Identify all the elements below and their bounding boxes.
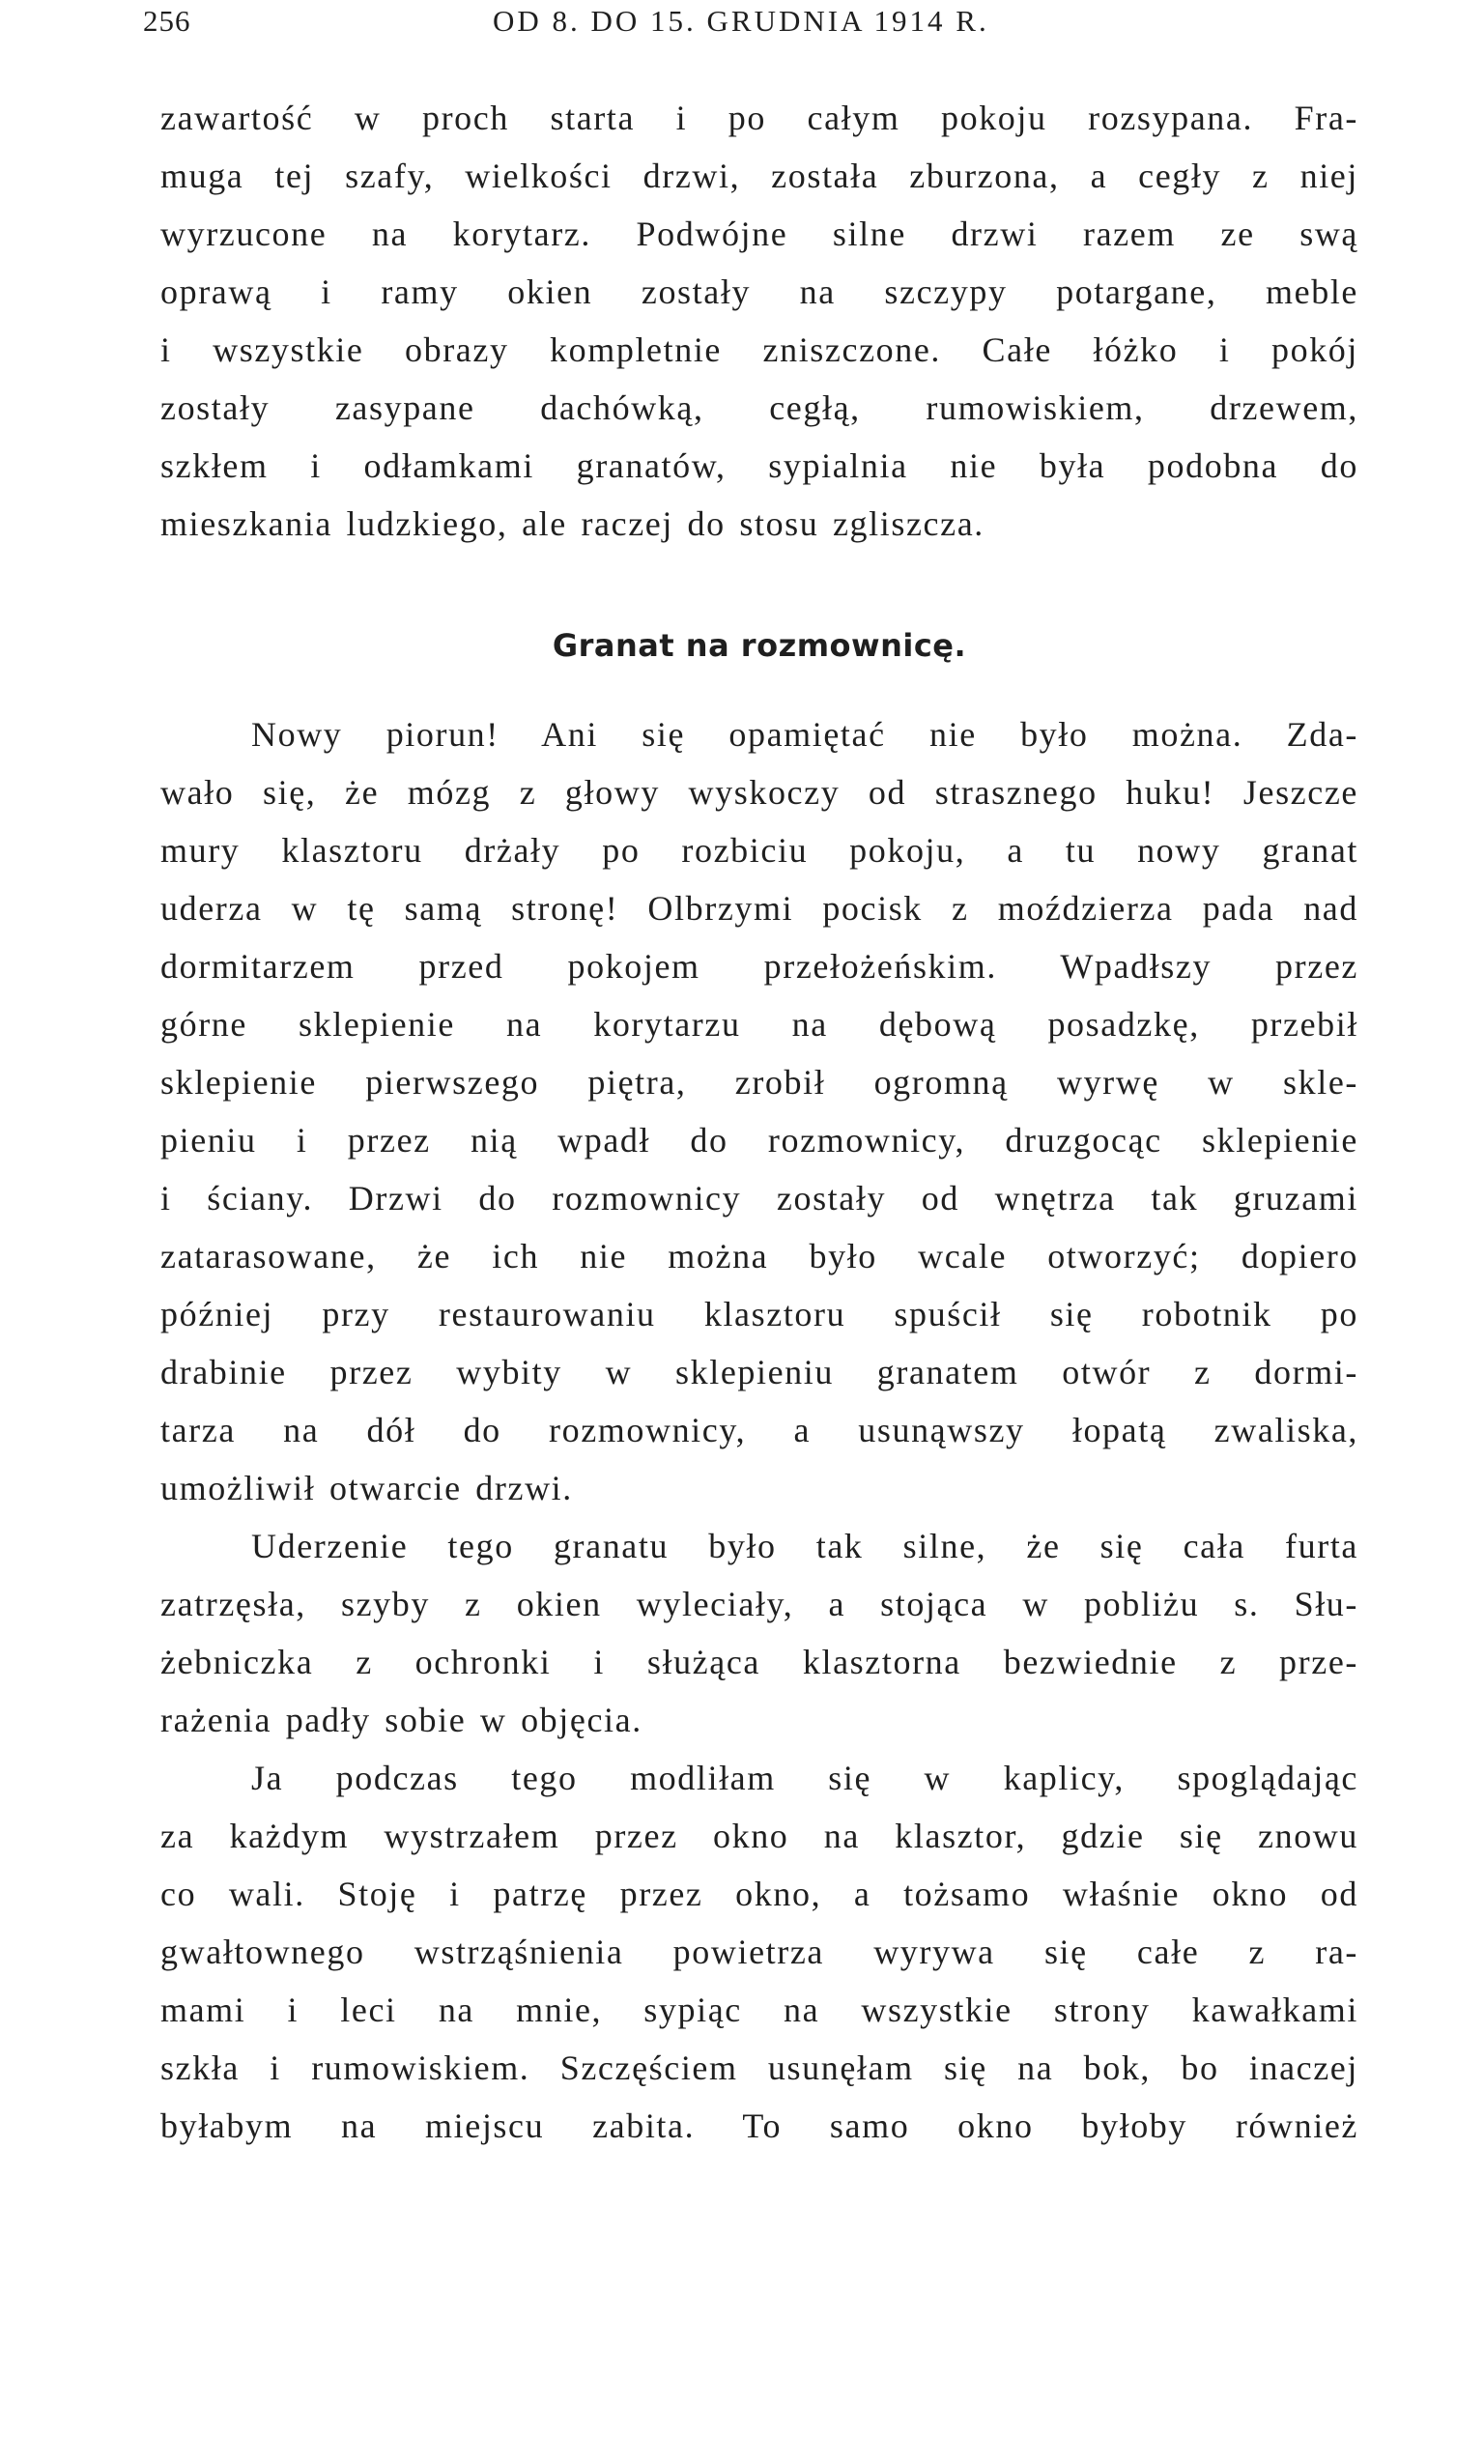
text-line: szkła i rumowiskiem. Szczęściem usunęłam się na bok, bo inaczej — [160, 2049, 1358, 2087]
paragraph-4 — [160, 1749, 1358, 2155]
text-line: tarza na dół do rozmownicy, a usunąwszy łopatą zwaliska, — [160, 1411, 1358, 1449]
text-line: muga tej szafy, wielkości drzwi, została zburzona, a cegły z niej — [160, 157, 1358, 195]
text-line: wało się, że mózg z głowy wyskoczy od strasznego huku! Jeszcze — [160, 773, 1358, 812]
text-line: mieszkania ludzkiego, ale raczej do stosu zgliszcza. — [160, 504, 985, 543]
text-line: pieniu i przez nią wpadł do rozmownicy, druzgocąc sklepienie — [160, 1121, 1358, 1160]
text-line: oprawą i ramy okien zostały na szczypy potargane, meble — [160, 272, 1358, 311]
text-line: zostały zasypane dachówką, cegłą, rumowiskiem, drzewem, — [160, 388, 1358, 427]
text-line: górne sklepienie na korytarzu na dębową posadzkę, przebił — [160, 1005, 1358, 1044]
text-line: co wali. Stoję i patrzę przez okno, a tożsamo właśnie okno od — [160, 1875, 1358, 1913]
text-line: Uderzenie tego granatu było tak silne, że się cała furta — [251, 1527, 1358, 1565]
text-line: drabinie przez wybity w sklepieniu granatem otwór z dormi- — [160, 1353, 1358, 1391]
text-line: mami i leci na mnie, sypiąc na wszystkie strony kawałkami — [160, 1991, 1358, 2029]
text-line: zawartość w proch starta i po całym pokoju rozsypana. Fra- — [160, 99, 1358, 137]
text-line: za każdym wystrzałem przez okno na klasztor, gdzie się znowu — [160, 1817, 1358, 1855]
page-header — [143, 4, 1360, 43]
text-line: sklepienie pierwszego piętra, zrobił ogromną wyrwę w sklе- — [160, 1063, 1358, 1102]
text-line: dormitarzem przed pokojem przełożeńskim. Wpadłszy przez — [160, 947, 1358, 986]
body-text — [160, 705, 1358, 2155]
section-heading: Granat na rozmownicę. — [552, 627, 967, 664]
text-line: Nowy piorun! Ani się opamiętać nie było można. Zda- — [251, 715, 1358, 754]
text-line: umożliwił otwarcie drzwi. — [160, 1469, 573, 1507]
text-line: mury klasztoru drżały po rozbiciu pokoju, a tu nowy granat — [160, 831, 1358, 870]
text-line: gwałtownego wstrząśnienia powietrza wyrywa się całe z ra- — [160, 1933, 1358, 1971]
paragraph-3 — [160, 1517, 1358, 1749]
text-line: i ściany. Drzwi do rozmownicy zostały od wnętrza tak gruzami — [160, 1179, 1358, 1218]
text-line: wyrzucone na korytarz. Podwójne silne drzwi razem ze swą — [160, 215, 1358, 253]
text-line: zatarasowane, że ich nie można było wcale otworzyć; dopiero — [160, 1237, 1358, 1275]
text-line: rażenia padły sobie w objęcia. — [160, 1701, 642, 1739]
text-line: i wszystkie obrazy kompletnie zniszczone. Całe łóżko i pokój — [160, 330, 1358, 369]
page-number: 256 — [143, 4, 191, 38]
text-line: żebniczka z ochronki i służąca klasztorna bezwiednie z prze- — [160, 1643, 1358, 1681]
paragraph-1 — [160, 89, 1358, 553]
paragraph-2 — [160, 705, 1358, 1517]
text-line: szkłem i odłamkami granatów, sypialnia nie była podobna do — [160, 446, 1358, 485]
running-head: OD 8. DO 15. GRUDNIA 1914 R. — [493, 4, 989, 38]
text-line: uderza w tę samą stronę! Olbrzymi pocisk z moździerza pada nad — [160, 889, 1358, 928]
text-line: zatrzęsła, szyby z okien wyleciały, a stojąca w pobliżu s. Słu- — [160, 1585, 1358, 1623]
text-line: później przy restaurowaniu klasztoru spuścił się robotnik po — [160, 1295, 1358, 1333]
text-line: Ja podczas tego modliłam się w kaplicy, spoglądając — [251, 1759, 1358, 1797]
text-line: byłabym na miejscu zabita. To samo okno byłoby również — [160, 2106, 1358, 2145]
